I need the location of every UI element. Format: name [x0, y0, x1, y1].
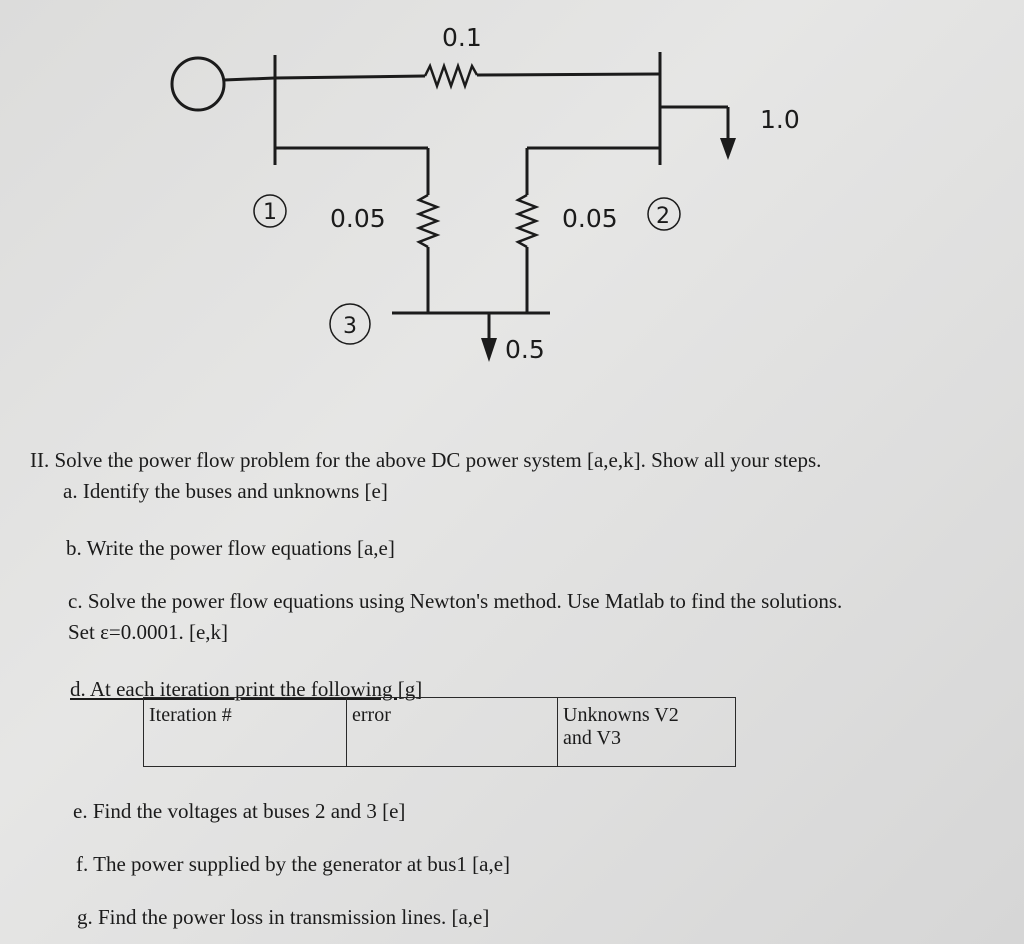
- part-c-line1: c. Solve the power flow equations using Newton's method. Use Matlab to find the solutions.: [68, 589, 843, 613]
- iteration-output-table: [143, 697, 736, 767]
- resistor-line23-icon: [518, 195, 536, 247]
- part-a: a. Identify the buses and unknowns [e]: [63, 479, 388, 503]
- line13-impedance-label: 0.05: [330, 204, 386, 233]
- col-unknowns-line1: Unknowns V2: [563, 704, 679, 726]
- part-c-line2: Set ε=0.0001. [e,k]: [68, 620, 229, 644]
- bus-2-number: 2: [656, 204, 670, 229]
- table-row: [144, 698, 736, 767]
- load-arrow-bus3-icon: [481, 338, 497, 362]
- load-arrow-bus2-icon: [720, 138, 736, 160]
- dc-power-system-diagram: [0, 0, 1024, 390]
- line12-impedance-label: 0.1: [442, 23, 482, 52]
- line23-impedance-label: 0.05: [562, 204, 618, 233]
- col-error-header: error: [347, 698, 558, 767]
- part-b: b. Write the power flow equations [a,e]: [66, 536, 395, 560]
- bus-1-number: 1: [263, 200, 277, 225]
- load-bus3-label: 0.5: [505, 335, 545, 364]
- load-bus2-label: 1.0: [760, 105, 800, 134]
- col-unknowns-line2: and V3: [563, 727, 621, 749]
- part-d: d. At each iteration print the following [g]: [70, 677, 423, 701]
- bus-3-number: 3: [343, 314, 357, 339]
- generator-icon: [172, 58, 224, 110]
- resistor-line12-icon: [425, 66, 477, 86]
- col-iteration-header: Iteration #: [144, 698, 347, 767]
- resistor-line13-icon: [419, 195, 437, 247]
- question-title: II. Solve the power flow problem for the above DC power system [a,e,k]. Show all your steps.: [30, 448, 822, 472]
- part-g: g. Find the power loss in transmission lines. [a,e]: [77, 905, 490, 929]
- part-e: e. Find the voltages at buses 2 and 3 [e]: [73, 799, 406, 823]
- part-f: f. The power supplied by the generator at bus1 [a,e]: [76, 852, 511, 876]
- col-unknowns-header: [558, 698, 736, 767]
